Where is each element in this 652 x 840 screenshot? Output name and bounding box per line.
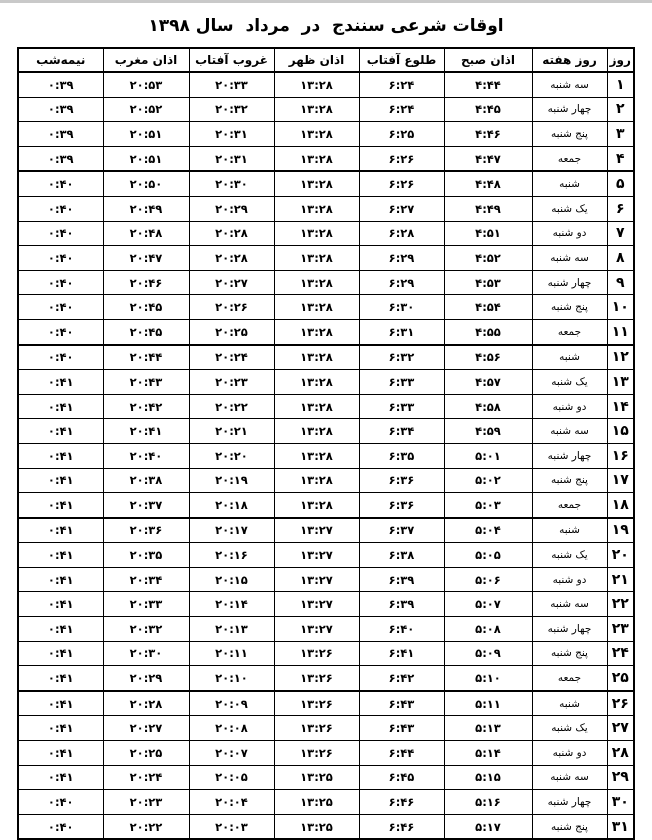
day-number: ۱۹ xyxy=(607,518,634,543)
table-row xyxy=(18,814,634,839)
day-number: ۲۱ xyxy=(607,567,634,592)
maghrib-time: ۲۰:۴۷ xyxy=(103,246,189,271)
table-row xyxy=(18,122,634,147)
day-number: ۲۸ xyxy=(607,741,634,766)
header-weekday: روز هفته xyxy=(532,48,607,72)
maghrib-time: ۲۰:۴۵ xyxy=(103,295,189,320)
fajr-time: ۵:۰۹ xyxy=(444,641,532,666)
dhuhr-time: ۱۳:۲۸ xyxy=(274,419,359,444)
midnight-time: ۰:۴۱ xyxy=(18,765,103,790)
fajr-time: ۵:۰۴ xyxy=(444,518,532,543)
day-number: ۱۷ xyxy=(607,468,634,493)
dhuhr-time: ۱۳:۲۶ xyxy=(274,666,359,691)
table-row xyxy=(18,716,634,741)
dhuhr-time: ۱۳:۲۵ xyxy=(274,814,359,839)
weekday: سه شنبه xyxy=(532,592,607,617)
maghrib-time: ۲۰:۵۲ xyxy=(103,97,189,122)
sunset-time: ۲۰:۳۰ xyxy=(189,171,274,196)
table-row xyxy=(18,765,634,790)
weekday: یک شنبه xyxy=(532,716,607,741)
sunrise-time: ۶:۴۶ xyxy=(359,790,444,815)
midnight-time: ۰:۴۱ xyxy=(18,370,103,395)
dhuhr-time: ۱۳:۲۸ xyxy=(274,72,359,97)
dhuhr-time: ۱۳:۲۸ xyxy=(274,443,359,468)
day-number: ۲۳ xyxy=(607,617,634,642)
sunset-time: ۲۰:۲۲ xyxy=(189,394,274,419)
fajr-time: ۵:۱۳ xyxy=(444,716,532,741)
midnight-time: ۰:۴۰ xyxy=(18,270,103,295)
sunset-time: ۲۰:۱۸ xyxy=(189,493,274,518)
sunset-time: ۲۰:۲۸ xyxy=(189,246,274,271)
fajr-time: ۵:۰۷ xyxy=(444,592,532,617)
midnight-time: ۰:۴۰ xyxy=(18,221,103,246)
table-row xyxy=(18,790,634,815)
weekday: دو شنبه xyxy=(532,567,607,592)
maghrib-time: ۲۰:۴۶ xyxy=(103,270,189,295)
fajr-time: ۵:۰۳ xyxy=(444,493,532,518)
midnight-time: ۰:۳۹ xyxy=(18,97,103,122)
maghrib-time: ۲۰:۳۳ xyxy=(103,592,189,617)
prayer-times-table xyxy=(17,47,635,840)
maghrib-time: ۲۰:۲۴ xyxy=(103,765,189,790)
sunrise-time: ۶:۴۳ xyxy=(359,691,444,716)
fajr-time: ۵:۱۵ xyxy=(444,765,532,790)
sunrise-time: ۶:۳۵ xyxy=(359,443,444,468)
sunrise-time: ۶:۳۱ xyxy=(359,319,444,344)
sunset-time: ۲۰:۱۷ xyxy=(189,518,274,543)
weekday: پنج شنبه xyxy=(532,122,607,147)
dhuhr-time: ۱۳:۲۷ xyxy=(274,567,359,592)
maghrib-time: ۲۰:۴۸ xyxy=(103,221,189,246)
fajr-time: ۵:۰۸ xyxy=(444,617,532,642)
dhuhr-time: ۱۳:۲۸ xyxy=(274,270,359,295)
fajr-time: ۴:۵۷ xyxy=(444,370,532,395)
day-number: ۱۱ xyxy=(607,319,634,344)
midnight-time: ۰:۴۰ xyxy=(18,295,103,320)
dhuhr-time: ۱۳:۲۷ xyxy=(274,617,359,642)
weekday: دو شنبه xyxy=(532,394,607,419)
table-row xyxy=(18,97,634,122)
midnight-time: ۰:۴۰ xyxy=(18,790,103,815)
sunrise-time: ۶:۳۶ xyxy=(359,493,444,518)
sunrise-time: ۶:۲۶ xyxy=(359,146,444,171)
midnight-time: ۰:۴۱ xyxy=(18,666,103,691)
sunrise-time: ۶:۳۸ xyxy=(359,543,444,568)
sunrise-time: ۶:۲۶ xyxy=(359,171,444,196)
midnight-time: ۰:۴۱ xyxy=(18,443,103,468)
fajr-time: ۴:۴۵ xyxy=(444,97,532,122)
sunset-time: ۲۰:۱۳ xyxy=(189,617,274,642)
dhuhr-time: ۱۳:۲۶ xyxy=(274,716,359,741)
sunrise-time: ۶:۳۶ xyxy=(359,468,444,493)
fajr-time: ۴:۴۹ xyxy=(444,196,532,221)
maghrib-time: ۲۰:۳۲ xyxy=(103,617,189,642)
maghrib-time: ۲۰:۴۵ xyxy=(103,319,189,344)
day-number: ۹ xyxy=(607,270,634,295)
maghrib-time: ۲۰:۲۲ xyxy=(103,814,189,839)
day-number: ۲۴ xyxy=(607,641,634,666)
sunrise-time: ۶:۴۲ xyxy=(359,666,444,691)
table-row xyxy=(18,468,634,493)
maghrib-time: ۲۰:۲۹ xyxy=(103,666,189,691)
header-day: روز xyxy=(607,48,634,72)
day-number: ۶ xyxy=(607,196,634,221)
sunset-time: ۲۰:۱۴ xyxy=(189,592,274,617)
table-row xyxy=(18,394,634,419)
sunset-time: ۲۰:۱۵ xyxy=(189,567,274,592)
sunset-time: ۲۰:۳۱ xyxy=(189,122,274,147)
sunrise-time: ۶:۴۳ xyxy=(359,716,444,741)
maghrib-time: ۲۰:۳۶ xyxy=(103,518,189,543)
sunrise-time: ۶:۴۶ xyxy=(359,814,444,839)
day-number: ۱۲ xyxy=(607,345,634,370)
midnight-time: ۰:۳۹ xyxy=(18,146,103,171)
weekday: جمعه xyxy=(532,666,607,691)
dhuhr-time: ۱۳:۲۷ xyxy=(274,543,359,568)
table-row xyxy=(18,72,634,97)
fajr-time: ۴:۴۸ xyxy=(444,171,532,196)
midnight-time: ۰:۳۹ xyxy=(18,122,103,147)
sunset-time: ۲۰:۲۳ xyxy=(189,370,274,395)
maghrib-time: ۲۰:۳۷ xyxy=(103,493,189,518)
fajr-time: ۴:۵۲ xyxy=(444,246,532,271)
dhuhr-time: ۱۳:۲۸ xyxy=(274,468,359,493)
weekday: سه شنبه xyxy=(532,246,607,271)
sunrise-time: ۶:۲۴ xyxy=(359,97,444,122)
fajr-time: ۴:۴۷ xyxy=(444,146,532,171)
maghrib-time: ۲۰:۲۸ xyxy=(103,691,189,716)
sunset-time: ۲۰:۲۴ xyxy=(189,345,274,370)
midnight-time: ۰:۴۱ xyxy=(18,592,103,617)
sunrise-time: ۶:۲۵ xyxy=(359,122,444,147)
dhuhr-time: ۱۳:۲۶ xyxy=(274,641,359,666)
table-row xyxy=(18,641,634,666)
fajr-time: ۴:۵۵ xyxy=(444,319,532,344)
dhuhr-time: ۱۳:۲۵ xyxy=(274,790,359,815)
table-row xyxy=(18,617,634,642)
page-title: اوقات شرعی سنندج در مرداد سال ۱۳۹۸ xyxy=(148,16,504,36)
table-row xyxy=(18,370,634,395)
maghrib-time: ۲۰:۲۵ xyxy=(103,741,189,766)
midnight-time: ۰:۴۰ xyxy=(18,171,103,196)
midnight-time: ۰:۴۱ xyxy=(18,518,103,543)
day-number: ۲۷ xyxy=(607,716,634,741)
sunset-time: ۲۰:۲۷ xyxy=(189,270,274,295)
header-fajr: اذان صبح xyxy=(444,48,532,72)
day-number: ۴ xyxy=(607,146,634,171)
weekday: پنج شنبه xyxy=(532,641,607,666)
weekday: شنبه xyxy=(532,518,607,543)
sunset-time: ۲۰:۱۹ xyxy=(189,468,274,493)
midnight-time: ۰:۴۱ xyxy=(18,617,103,642)
sunset-time: ۲۰:۳۳ xyxy=(189,72,274,97)
maghrib-time: ۲۰:۴۲ xyxy=(103,394,189,419)
sunset-time: ۲۰:۲۸ xyxy=(189,221,274,246)
table-row xyxy=(18,691,634,716)
fajr-time: ۵:۰۱ xyxy=(444,443,532,468)
table-row xyxy=(18,246,634,271)
sunset-time: ۲۰:۱۶ xyxy=(189,543,274,568)
weekday: دو شنبه xyxy=(532,221,607,246)
sunset-time: ۲۰:۱۰ xyxy=(189,666,274,691)
sunrise-time: ۶:۴۴ xyxy=(359,741,444,766)
weekday: سه شنبه xyxy=(532,72,607,97)
dhuhr-time: ۱۳:۲۸ xyxy=(274,295,359,320)
weekday: پنج شنبه xyxy=(532,468,607,493)
weekday: پنج شنبه xyxy=(532,814,607,839)
maghrib-time: ۲۰:۵۱ xyxy=(103,146,189,171)
header-midnight: نیمه‌شب xyxy=(18,48,103,72)
dhuhr-time: ۱۳:۲۸ xyxy=(274,122,359,147)
maghrib-time: ۲۰:۴۱ xyxy=(103,419,189,444)
day-number: ۳۰ xyxy=(607,790,634,815)
sunset-time: ۲۰:۲۶ xyxy=(189,295,274,320)
fajr-time: ۵:۰۵ xyxy=(444,543,532,568)
sunset-time: ۲۰:۲۵ xyxy=(189,319,274,344)
day-number: ۲۶ xyxy=(607,691,634,716)
table-row xyxy=(18,146,634,171)
dhuhr-time: ۱۳:۲۸ xyxy=(274,319,359,344)
sunrise-time: ۶:۴۱ xyxy=(359,641,444,666)
day-number: ۲۰ xyxy=(607,543,634,568)
table-row xyxy=(18,221,634,246)
header-dhuhr: اذان ظهر xyxy=(274,48,359,72)
dhuhr-time: ۱۳:۲۸ xyxy=(274,246,359,271)
sunset-time: ۲۰:۰۹ xyxy=(189,691,274,716)
fajr-time: ۵:۱۰ xyxy=(444,666,532,691)
sunset-time: ۲۰:۲۰ xyxy=(189,443,274,468)
header-sunrise: طلوع آفتاب xyxy=(359,48,444,72)
midnight-time: ۰:۴۱ xyxy=(18,543,103,568)
maghrib-time: ۲۰:۴۰ xyxy=(103,443,189,468)
dhuhr-time: ۱۳:۲۵ xyxy=(274,765,359,790)
midnight-time: ۰:۴۱ xyxy=(18,567,103,592)
maghrib-time: ۲۰:۴۹ xyxy=(103,196,189,221)
maghrib-time: ۲۰:۲۳ xyxy=(103,790,189,815)
fajr-time: ۴:۴۶ xyxy=(444,122,532,147)
fajr-time: ۴:۵۱ xyxy=(444,221,532,246)
midnight-time: ۰:۴۰ xyxy=(18,196,103,221)
day-number: ۱ xyxy=(607,72,634,97)
top-edge-divider xyxy=(0,0,652,3)
fajr-time: ۵:۱۶ xyxy=(444,790,532,815)
midnight-time: ۰:۴۱ xyxy=(18,716,103,741)
weekday: شنبه xyxy=(532,171,607,196)
sunset-time: ۲۰:۰۷ xyxy=(189,741,274,766)
table-row xyxy=(18,518,634,543)
sunrise-time: ۶:۳۲ xyxy=(359,345,444,370)
dhuhr-time: ۱۳:۲۸ xyxy=(274,97,359,122)
sunrise-time: ۶:۲۷ xyxy=(359,196,444,221)
weekday: سه شنبه xyxy=(532,419,607,444)
table-body xyxy=(18,72,634,839)
dhuhr-time: ۱۳:۲۸ xyxy=(274,493,359,518)
weekday: چهار شنبه xyxy=(532,617,607,642)
table-row xyxy=(18,666,634,691)
dhuhr-time: ۱۳:۲۶ xyxy=(274,691,359,716)
table-row xyxy=(18,295,634,320)
sunrise-time: ۶:۲۴ xyxy=(359,72,444,97)
midnight-time: ۰:۴۱ xyxy=(18,468,103,493)
maghrib-time: ۲۰:۵۳ xyxy=(103,72,189,97)
sunrise-time: ۶:۳۴ xyxy=(359,419,444,444)
fajr-time: ۵:۱۴ xyxy=(444,741,532,766)
midnight-time: ۰:۳۹ xyxy=(18,72,103,97)
fajr-time: ۴:۴۴ xyxy=(444,72,532,97)
maghrib-time: ۲۰:۴۴ xyxy=(103,345,189,370)
weekday: شنبه xyxy=(532,691,607,716)
table-row xyxy=(18,543,634,568)
sunrise-time: ۶:۲۸ xyxy=(359,221,444,246)
fajr-time: ۵:۰۲ xyxy=(444,468,532,493)
weekday: چهار شنبه xyxy=(532,270,607,295)
day-number: ۱۴ xyxy=(607,394,634,419)
fajr-time: ۴:۵۴ xyxy=(444,295,532,320)
weekday: چهار شنبه xyxy=(532,97,607,122)
midnight-time: ۰:۴۱ xyxy=(18,419,103,444)
table-row xyxy=(18,196,634,221)
day-number: ۸ xyxy=(607,246,634,271)
midnight-time: ۰:۴۱ xyxy=(18,394,103,419)
dhuhr-time: ۱۳:۲۸ xyxy=(274,171,359,196)
sunrise-time: ۶:۳۹ xyxy=(359,592,444,617)
header-sunset: غروب آفتاب xyxy=(189,48,274,72)
table-row xyxy=(18,741,634,766)
sunset-time: ۲۰:۰۸ xyxy=(189,716,274,741)
weekday: چهار شنبه xyxy=(532,790,607,815)
table-row xyxy=(18,345,634,370)
table-row xyxy=(18,493,634,518)
weekday: سه شنبه xyxy=(532,765,607,790)
table-row xyxy=(18,270,634,295)
dhuhr-time: ۱۳:۲۸ xyxy=(274,345,359,370)
weekday: شنبه xyxy=(532,345,607,370)
sunset-time: ۲۰:۲۹ xyxy=(189,196,274,221)
fajr-time: ۴:۵۸ xyxy=(444,394,532,419)
sunset-time: ۲۰:۳۲ xyxy=(189,97,274,122)
table-row xyxy=(18,319,634,344)
weekday: یک شنبه xyxy=(532,370,607,395)
header-maghrib: اذان مغرب xyxy=(103,48,189,72)
dhuhr-time: ۱۳:۲۸ xyxy=(274,221,359,246)
sunrise-time: ۶:۳۳ xyxy=(359,394,444,419)
weekday: یک شنبه xyxy=(532,543,607,568)
sunrise-time: ۶:۴۰ xyxy=(359,617,444,642)
weekday: جمعه xyxy=(532,319,607,344)
maghrib-time: ۲۰:۳۸ xyxy=(103,468,189,493)
maghrib-time: ۲۰:۵۱ xyxy=(103,122,189,147)
weekday: یک شنبه xyxy=(532,196,607,221)
midnight-time: ۰:۴۱ xyxy=(18,641,103,666)
day-number: ۳ xyxy=(607,122,634,147)
maghrib-time: ۲۰:۳۵ xyxy=(103,543,189,568)
sunrise-time: ۶:۳۰ xyxy=(359,295,444,320)
table-row xyxy=(18,567,634,592)
sunset-time: ۲۰:۱۱ xyxy=(189,641,274,666)
sunset-time: ۲۰:۲۱ xyxy=(189,419,274,444)
day-number: ۱۵ xyxy=(607,419,634,444)
maghrib-time: ۲۰:۳۰ xyxy=(103,641,189,666)
day-number: ۱۳ xyxy=(607,370,634,395)
sunrise-time: ۶:۲۹ xyxy=(359,270,444,295)
table-row xyxy=(18,171,634,196)
maghrib-time: ۲۰:۳۴ xyxy=(103,567,189,592)
table-row xyxy=(18,443,634,468)
sunset-time: ۲۰:۰۴ xyxy=(189,790,274,815)
table-header-row xyxy=(18,48,634,72)
day-number: ۱۸ xyxy=(607,493,634,518)
weekday: جمعه xyxy=(532,493,607,518)
maghrib-time: ۲۰:۴۳ xyxy=(103,370,189,395)
dhuhr-time: ۱۳:۲۷ xyxy=(274,592,359,617)
maghrib-time: ۲۰:۵۰ xyxy=(103,171,189,196)
maghrib-time: ۲۰:۲۷ xyxy=(103,716,189,741)
sunset-time: ۲۰:۰۵ xyxy=(189,765,274,790)
dhuhr-time: ۱۳:۲۸ xyxy=(274,394,359,419)
sunset-time: ۲۰:۰۳ xyxy=(189,814,274,839)
fajr-time: ۵:۱۱ xyxy=(444,691,532,716)
sunrise-time: ۶:۲۹ xyxy=(359,246,444,271)
weekday: چهار شنبه xyxy=(532,443,607,468)
dhuhr-time: ۱۳:۲۸ xyxy=(274,146,359,171)
weekday: جمعه xyxy=(532,146,607,171)
dhuhr-time: ۱۳:۲۸ xyxy=(274,370,359,395)
table-row xyxy=(18,419,634,444)
day-number: ۲۲ xyxy=(607,592,634,617)
sunrise-time: ۶:۳۹ xyxy=(359,567,444,592)
table-row xyxy=(18,592,634,617)
day-number: ۵ xyxy=(607,171,634,196)
midnight-time: ۰:۴۱ xyxy=(18,493,103,518)
day-number: ۳۱ xyxy=(607,814,634,839)
day-number: ۲۹ xyxy=(607,765,634,790)
sunset-time: ۲۰:۳۱ xyxy=(189,146,274,171)
fajr-time: ۴:۵۳ xyxy=(444,270,532,295)
midnight-time: ۰:۴۰ xyxy=(18,319,103,344)
fajr-time: ۵:۱۷ xyxy=(444,814,532,839)
day-number: ۷ xyxy=(607,221,634,246)
fajr-time: ۵:۰۶ xyxy=(444,567,532,592)
midnight-time: ۰:۴۰ xyxy=(18,345,103,370)
day-number: ۲ xyxy=(607,97,634,122)
midnight-time: ۰:۴۰ xyxy=(18,246,103,271)
midnight-time: ۰:۴۱ xyxy=(18,741,103,766)
dhuhr-time: ۱۳:۲۷ xyxy=(274,518,359,543)
fajr-time: ۴:۵۶ xyxy=(444,345,532,370)
day-number: ۲۵ xyxy=(607,666,634,691)
sunrise-time: ۶:۴۵ xyxy=(359,765,444,790)
weekday: پنج شنبه xyxy=(532,295,607,320)
dhuhr-time: ۱۳:۲۶ xyxy=(274,741,359,766)
midnight-time: ۰:۴۱ xyxy=(18,691,103,716)
day-number: ۱۰ xyxy=(607,295,634,320)
sunrise-time: ۶:۳۳ xyxy=(359,370,444,395)
dhuhr-time: ۱۳:۲۸ xyxy=(274,196,359,221)
sunrise-time: ۶:۳۷ xyxy=(359,518,444,543)
midnight-time: ۰:۴۰ xyxy=(18,814,103,839)
day-number: ۱۶ xyxy=(607,443,634,468)
weekday: دو شنبه xyxy=(532,741,607,766)
fajr-time: ۴:۵۹ xyxy=(444,419,532,444)
